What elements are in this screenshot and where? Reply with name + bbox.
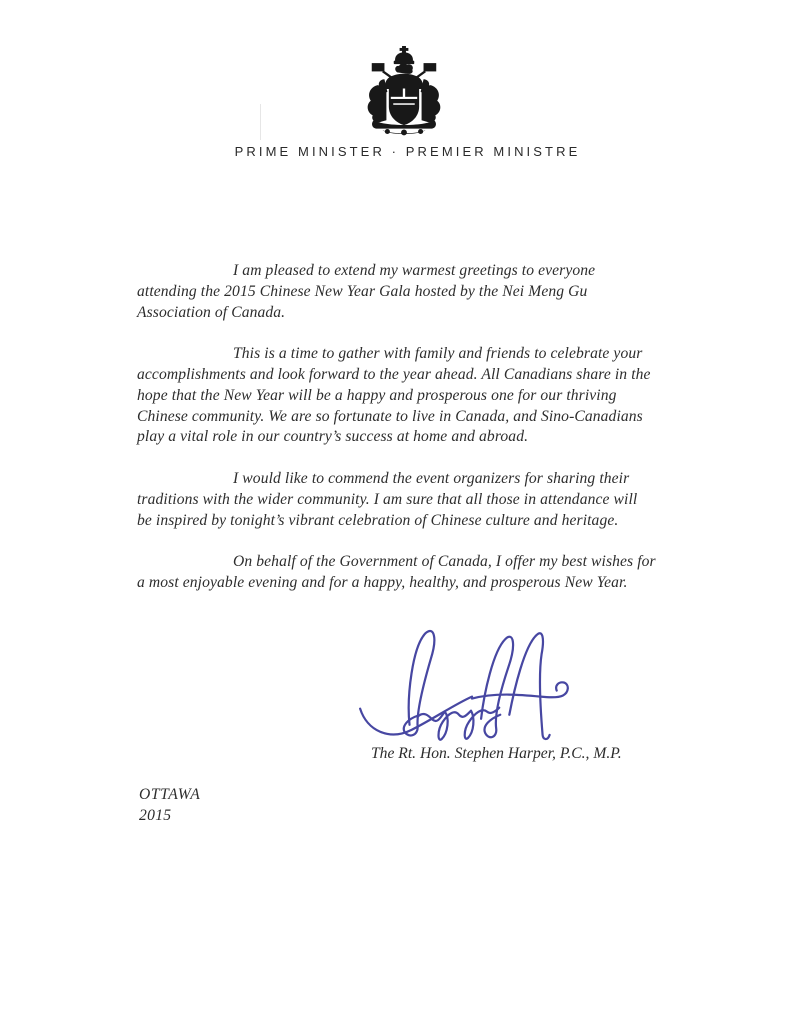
letter-line: I am pleased to extend my warmest greetings to everyone [233,262,596,279]
scan-artifact-line [260,104,261,140]
signatory-name: The Rt. Hon. Stephen Harper, P.C., M.P. [371,745,622,762]
letter-line: I would like to commend the event organizers for sharing their [233,469,630,487]
paragraph [137,261,682,323]
letter-line: hope that the New Year will be a happy and prosperous one for our thriving [137,386,617,404]
paragraph [137,469,682,531]
letter-line: This is a time to gather with family and friends to celebrate your [233,345,643,363]
letter-line: a most enjoyable evening and for a happy, healthy, and prosperous New Year. [137,573,628,591]
year-line: 2015 [139,807,172,824]
letter-line: accomplishments and look forward to the year ahead. All Canadians share in the [137,365,651,383]
letterhead-title: PRIME MINISTER · PREMIER MINISTRE [234,144,581,159]
letter-line: On behalf of the Government of Canada, I offer my best wishes for [233,553,656,571]
paragraph [137,344,682,448]
paragraph [137,552,682,594]
place-line: OTTAWA [139,786,201,803]
letter-line: play a vital role in our country’s success at home and abroad. [137,428,529,446]
canada-coat-of-arms-icon [361,46,447,137]
signature-icon [353,622,585,748]
letter-body [137,261,682,615]
letter-line: traditions with the wider community. I am sure that all those in attendance will [137,490,638,508]
letter-line: attending the 2015 Chinese New Year Gala hosted by the Nei Meng Gu [137,282,588,300]
letter-line: Association of Canada. [137,303,286,321]
letter-line: Chinese community. We are so fortunate to live in Canada, and Sino-Canadians [137,407,643,425]
letter-line: be inspired by tonight’s vibrant celebration of Chinese culture and heritage. [137,511,619,529]
